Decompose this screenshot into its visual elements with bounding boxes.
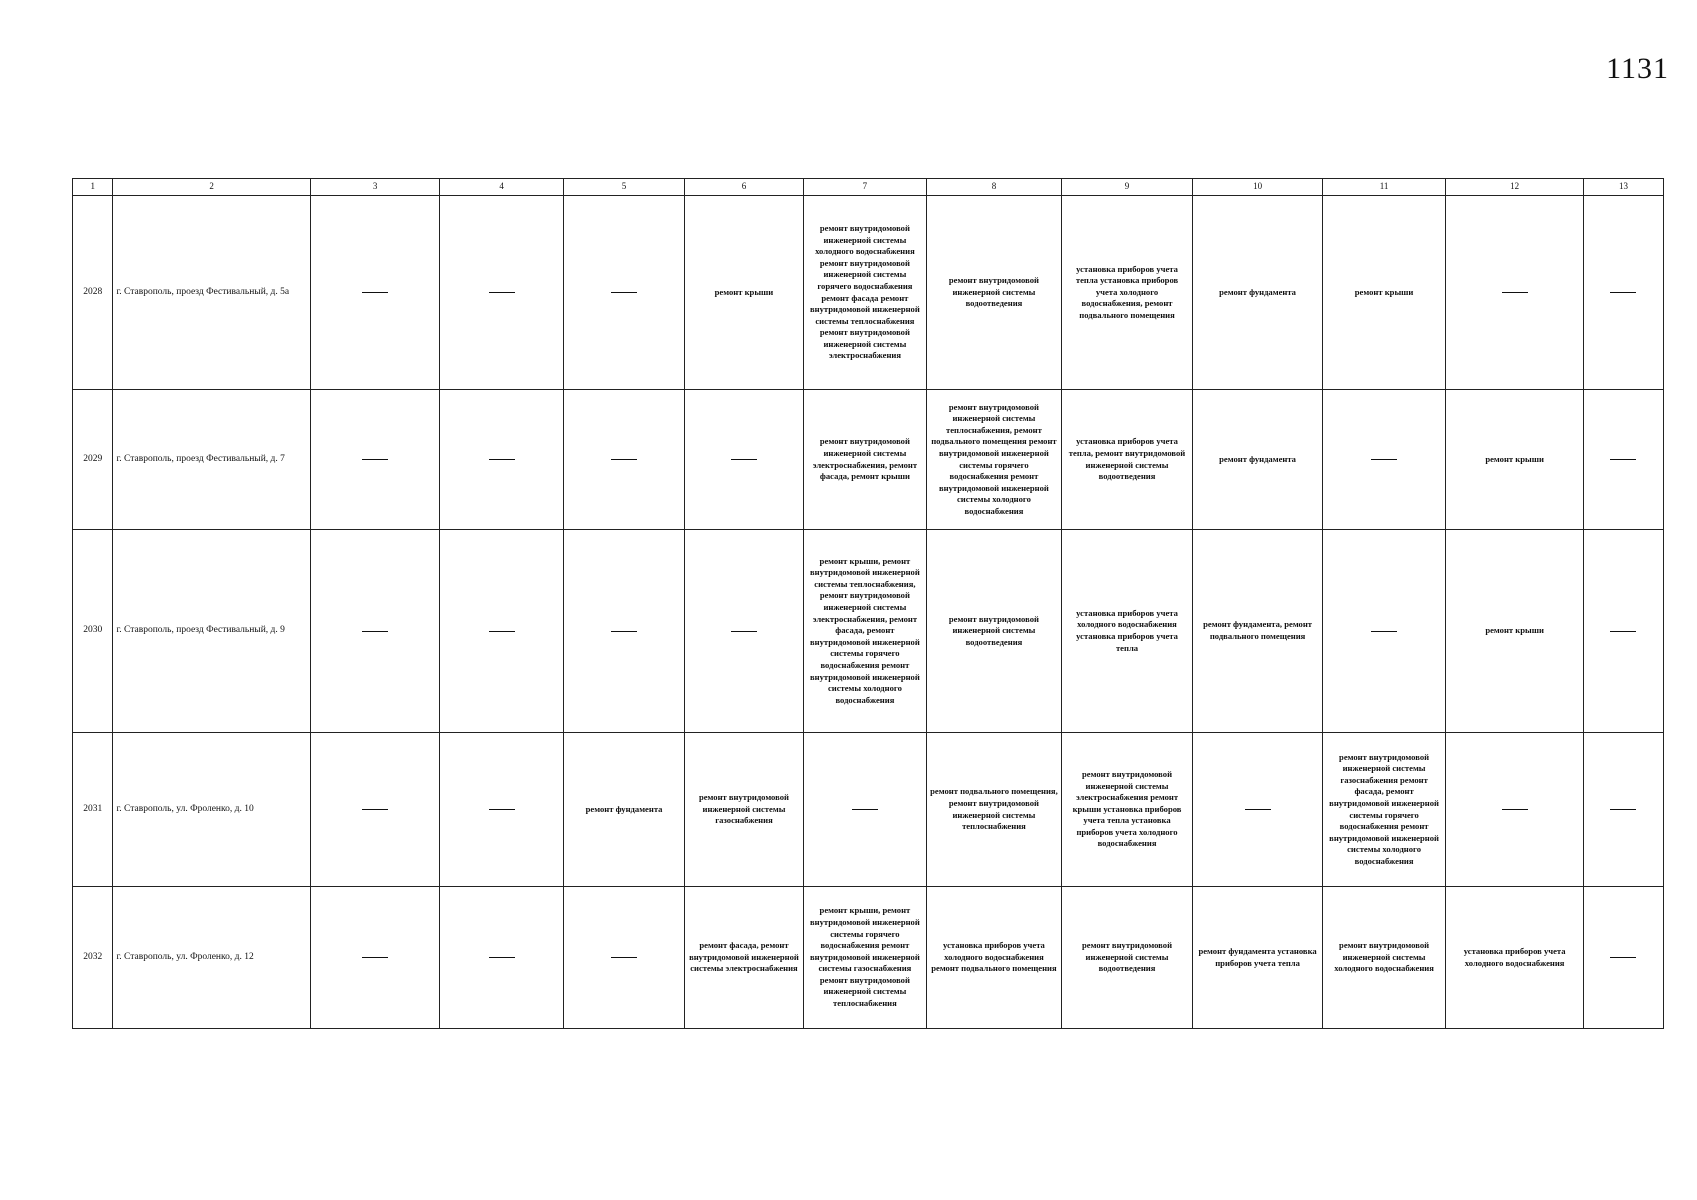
empty-dash-cell [440,196,563,390]
dash-mark [1245,809,1271,810]
column-header-9: 9 [1061,179,1193,196]
repair-work-cell: ремонт внутридомовой инженерной системы газоснабжения ремонт фасада, ремонт внутридомовой инженерной системы горячего водоснабжения ремонт внутридомовой инженерной системы холодного водоснабжения [1322,733,1445,887]
address-cell: г. Ставрополь, проезд Фестивальный, д. 7 [113,390,310,530]
table-row [73,887,1664,1029]
empty-dash-cell [1446,196,1584,390]
column-header-1: 1 [73,179,113,196]
dash-mark [362,631,388,632]
table-body [73,196,1664,1029]
dash-mark [1502,809,1528,810]
repair-work-cell: ремонт фундамента [563,733,684,887]
repair-schedule-table [72,178,1664,1029]
empty-dash-cell [1322,390,1445,530]
repair-work-cell: ремонт крыши, ремонт внутридомовой инженерной системы горячего водоснабжения ремонт внутридомовой инженерной системы газоснабжения ремонт внутридомовой инженерной системы теплоснабжения [803,887,926,1029]
dash-mark [489,631,515,632]
repair-work-cell: установка приборов учета холодного водоснабжения установка приборов учета тепла [1061,530,1193,733]
dash-mark [1610,957,1636,958]
table-row [73,196,1664,390]
dash-mark [489,292,515,293]
empty-dash-cell [563,390,684,530]
empty-dash-cell [310,530,440,733]
column-header-6: 6 [685,179,803,196]
repair-work-cell: ремонт крыши [1322,196,1445,390]
row-number-cell: 2031 [73,733,113,887]
empty-dash-cell [1583,887,1663,1029]
row-number-cell: 2030 [73,530,113,733]
empty-dash-cell [310,887,440,1029]
empty-dash-cell [310,196,440,390]
empty-dash-cell [1193,733,1323,887]
table-row [73,530,1664,733]
dash-mark [1610,459,1636,460]
address-cell: г. Ставрополь, ул. Фроленко, д. 12 [113,887,310,1029]
repair-work-cell: ремонт внутридомовой инженерной системы водоотведения [927,530,1062,733]
empty-dash-cell [1583,196,1663,390]
dash-mark [611,957,637,958]
column-header-10: 10 [1193,179,1323,196]
dash-mark [1610,631,1636,632]
dash-mark [731,459,757,460]
column-number-header-row [73,179,1664,196]
repair-work-cell: установка приборов учета холодного водоснабжения ремонт подвального помещения [927,887,1062,1029]
repair-work-cell: ремонт фундамента [1193,196,1323,390]
dash-mark [1502,292,1528,293]
column-header-3: 3 [310,179,440,196]
empty-dash-cell [1583,733,1663,887]
repair-work-cell: ремонт крыши [685,196,803,390]
repair-work-cell: ремонт крыши, ремонт внутридомовой инженерной системы теплоснабжения, ремонт внутридомовой инженерной системы электроснабжения, ремонт фасада, ремонт внутридомовой инженерной системы горячего водоснабжения ремонт внутридомовой инженерной системы холодного водоснабжения [803,530,926,733]
empty-dash-cell [563,530,684,733]
empty-dash-cell [440,390,563,530]
dash-mark [489,459,515,460]
repair-work-cell: ремонт фасада, ремонт внутридомовой инженерной системы электроснабжения [685,887,803,1029]
column-header-5: 5 [563,179,684,196]
address-cell: г. Ставрополь, ул. Фроленко, д. 10 [113,733,310,887]
empty-dash-cell [685,530,803,733]
column-header-11: 11 [1322,179,1445,196]
page-number: 1131 [1606,52,1669,85]
column-header-8: 8 [927,179,1062,196]
repair-work-cell: ремонт внутридомовой инженерной системы газоснабжения [685,733,803,887]
repair-work-cell: ремонт внутридомовой инженерной системы теплоснабжения, ремонт подвального помещения ремонт внутридомовой инженерной системы горячего водоснабжения ремонт внутридомовой инженерной системы холодного водоснабжения [927,390,1062,530]
empty-dash-cell [563,196,684,390]
dash-mark [362,957,388,958]
repair-work-cell: ремонт крыши [1446,390,1584,530]
repair-work-cell: ремонт крыши [1446,530,1584,733]
row-number-cell: 2029 [73,390,113,530]
row-number-cell: 2028 [73,196,113,390]
empty-dash-cell [803,733,926,887]
table-row [73,733,1664,887]
empty-dash-cell [1446,733,1584,887]
column-header-7: 7 [803,179,926,196]
repair-work-cell: ремонт фундамента [1193,390,1323,530]
dash-mark [852,809,878,810]
repair-work-cell: установка приборов учета тепла, ремонт внутридомовой инженерной системы водоотведения [1061,390,1193,530]
empty-dash-cell [440,733,563,887]
empty-dash-cell [1583,390,1663,530]
empty-dash-cell [310,733,440,887]
dash-mark [362,459,388,460]
dash-mark [1371,459,1397,460]
dash-mark [731,631,757,632]
dash-mark [1371,631,1397,632]
repair-schedule-table-wrap [72,178,1664,1029]
repair-work-cell: ремонт внутридомовой инженерной системы холодного водоснабжения ремонт внутридомовой инженерной системы горячего водоснабжения ремонт фасада ремонт внутридомовой инженерной системы теплоснабжения ремонт внутридомовой инженерной системы электроснабжения [803,196,926,390]
dash-mark [611,459,637,460]
dash-mark [1610,292,1636,293]
repair-work-cell: ремонт фундамента, ремонт подвального помещения [1193,530,1323,733]
repair-work-cell: ремонт внутридомовой инженерной системы электроснабжения ремонт крыши установка приборов учета тепла установка приборов учета холодного водоснабжения [1061,733,1193,887]
address-cell: г. Ставрополь, проезд Фестивальный, д. 9 [113,530,310,733]
column-header-4: 4 [440,179,563,196]
empty-dash-cell [440,530,563,733]
dash-mark [489,809,515,810]
column-header-2: 2 [113,179,310,196]
repair-work-cell: ремонт внутридомовой инженерной системы водоотведения [927,196,1062,390]
repair-work-cell: установка приборов учета холодного водоснабжения [1446,887,1584,1029]
empty-dash-cell [563,887,684,1029]
repair-work-cell: ремонт фундамента установка приборов учета тепла [1193,887,1323,1029]
repair-work-cell: ремонт внутридомовой инженерной системы электроснабжения, ремонт фасада, ремонт крыши [803,390,926,530]
dash-mark [489,957,515,958]
column-header-13: 13 [1583,179,1663,196]
repair-work-cell: ремонт подвального помещения, ремонт внутридомовой инженерной системы теплоснабжения [927,733,1062,887]
empty-dash-cell [685,390,803,530]
empty-dash-cell [310,390,440,530]
empty-dash-cell [440,887,563,1029]
repair-work-cell: установка приборов учета тепла установка приборов учета холодного водоснабжения, ремонт подвального помещения [1061,196,1193,390]
repair-work-cell: ремонт внутридомовой инженерной системы водоотведения [1061,887,1193,1029]
column-header-12: 12 [1446,179,1584,196]
repair-work-cell: ремонт внутридомовой инженерной системы холодного водоснабжения [1322,887,1445,1029]
table-row [73,390,1664,530]
empty-dash-cell [1322,530,1445,733]
dash-mark [1610,809,1636,810]
row-number-cell: 2032 [73,887,113,1029]
dash-mark [611,292,637,293]
dash-mark [611,631,637,632]
dash-mark [362,809,388,810]
address-cell: г. Ставрополь, проезд Фестивальный, д. 5а [113,196,310,390]
dash-mark [362,292,388,293]
empty-dash-cell [1583,530,1663,733]
